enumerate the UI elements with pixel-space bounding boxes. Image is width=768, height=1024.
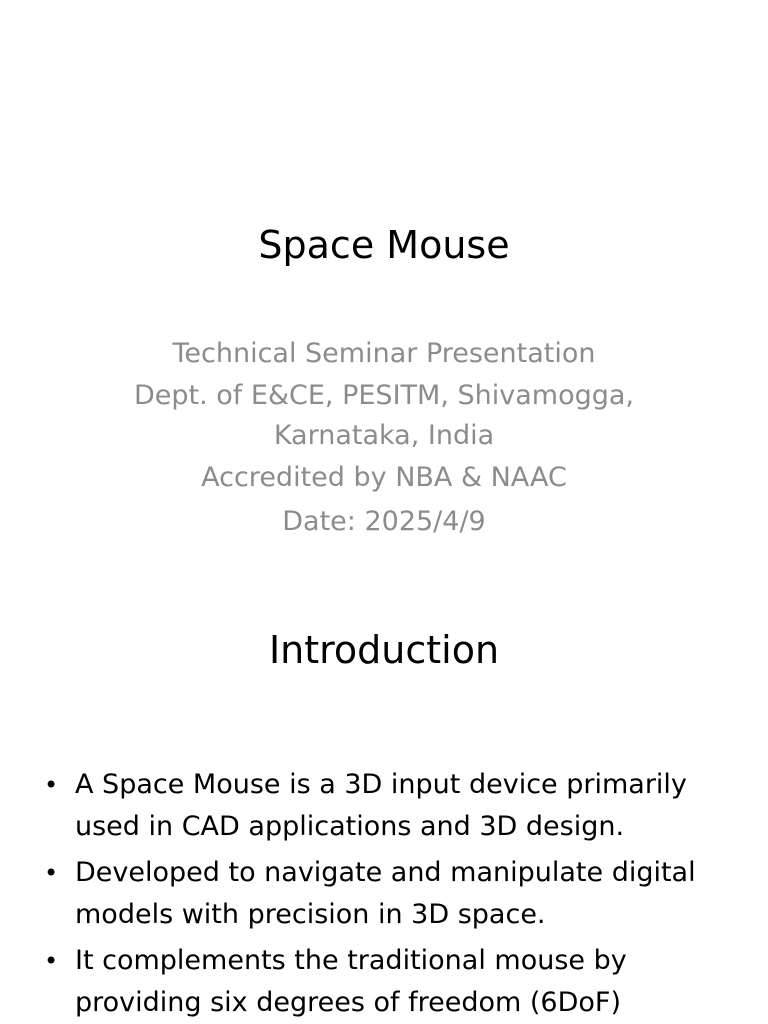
bullet-text: Developed to navigate and manipulate digital models with precision in 3D space.: [75, 857, 696, 930]
slide-subtitle: [84, 332, 684, 544]
bullet-text: It complements the traditional mouse by providing six degrees of freedom (6DoF): [75, 945, 627, 1018]
bullet-item: [44, 852, 724, 936]
slide-title: Space Mouse: [258, 223, 510, 267]
introduction-bullet-list: [44, 764, 724, 1024]
bullet-icon: •: [44, 771, 59, 799]
bullet-item: [44, 764, 724, 848]
bullet-icon: •: [44, 859, 59, 887]
subtitle-line-event: Technical Seminar Presentation: [172, 338, 596, 369]
section-heading-introduction: Introduction: [268, 628, 500, 672]
subtitle-line-accreditation: Accredited by NBA & NAAC: [201, 462, 567, 493]
bullet-icon: •: [44, 947, 59, 975]
subtitle-line-department: Dept. of E&CE, PESITM, Shivamogga, Karnataka, India: [134, 380, 634, 451]
bullet-text: A Space Mouse is a 3D input device primarily used in CAD applications and 3D design.: [75, 769, 687, 842]
bullet-item: [44, 940, 724, 1024]
subtitle-line-date: Date: 2025/4/9: [282, 506, 486, 537]
